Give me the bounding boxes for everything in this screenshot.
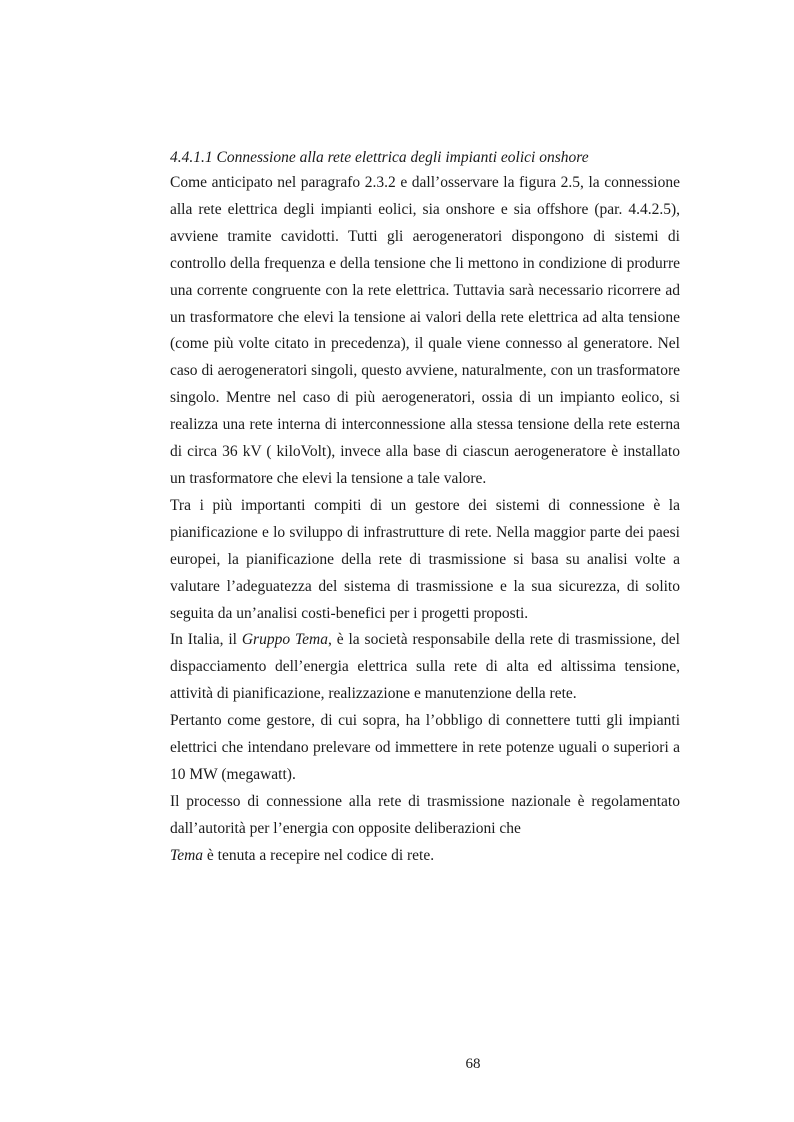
paragraph-italy-operator xyxy=(170,627,680,708)
page-body xyxy=(170,145,680,870)
page-number: 68 xyxy=(465,1056,481,1072)
company-name: Gruppo Tema xyxy=(241,631,328,649)
paragraph-grid-operator-tasks: Tra i più importanti compiti di un gestore dei sistemi di connessione è la pianificazione e lo sviluppo di infrastrutture di rete. Nella maggior parte dei paesi europei, la pianificazione della rete di trasmissione si basa su analisi volte a valutare l’adeguatezza del sistema di trasmissione e la sua sicurezza, di solito seguita da un’analisi costi-benefici per i progetti proposti. xyxy=(170,496,680,622)
paragraph-grid-code xyxy=(170,843,680,870)
paragraph-italy-operator-start: In Italia, il xyxy=(170,631,242,649)
paragraph-grid-code-text: è tenuta a recepire nel codice di rete. xyxy=(203,846,435,864)
paragraph-wind-connection: Come anticipato nel paragrafo 2.3.2 e dall’osservare la figura 2.5, la connessione alla rete elettrica degli impianti eolici, sia onshore e sia offshore (par. 4.4.2.5), avviene tramite cavidotti. Tutti gli aerogeneratori dispongono di sistemi di controllo della frequenza e della tensione che li mettono in condizione di produrre una corrente congruente con la rete elettrica. Tuttavia sarà necessario ricorrere ad un trasformatore che elevi la tensione ai valori della rete elettrica ad alta tensione (come più volte citato in precedenza), il quale viene connesso al generatore. Nel caso di aerogeneratori singoli, questo avviene, naturalmente, con un trasformatore singolo. Mentre nel caso di più aerogeneratori, ossia di un impianto eolico, si realizza una rete interna di interconnessione alla stessa tensione della rete esterna di circa 36 kV ( kiloVolt), invece alla base di ciascun aerogeneratore è installato un trasformatore che elevi la tensione a tale valore. xyxy=(170,174,680,487)
paragraph-italy-operator-end: , è la società responsabile della rete di trasmissione, del dispacciamento dell’energia elettrica sulla rete di alta ed altissima tensione, attività di pianificazione, realizzazione e manutenzione della rete. xyxy=(170,631,680,703)
section-heading: 4.4.1.1 Connessione alla rete elettrica degli impianti eolici onshore xyxy=(170,149,589,166)
paragraph-connection-obligation: Pertanto come gestore, di cui sopra, ha l’obbligo di connettere tutti gli impianti elettrici che intendano prelevare od immettere in rete potenze uguali o superiori a 10 MW (megawatt). xyxy=(170,712,680,783)
company-short-name: Tema xyxy=(170,846,204,864)
paragraph-connection-process: Il processo di connessione alla rete di trasmissione nazionale è regolamentato dall’autorità per l’energia con opposite deliberazioni che xyxy=(170,792,680,837)
